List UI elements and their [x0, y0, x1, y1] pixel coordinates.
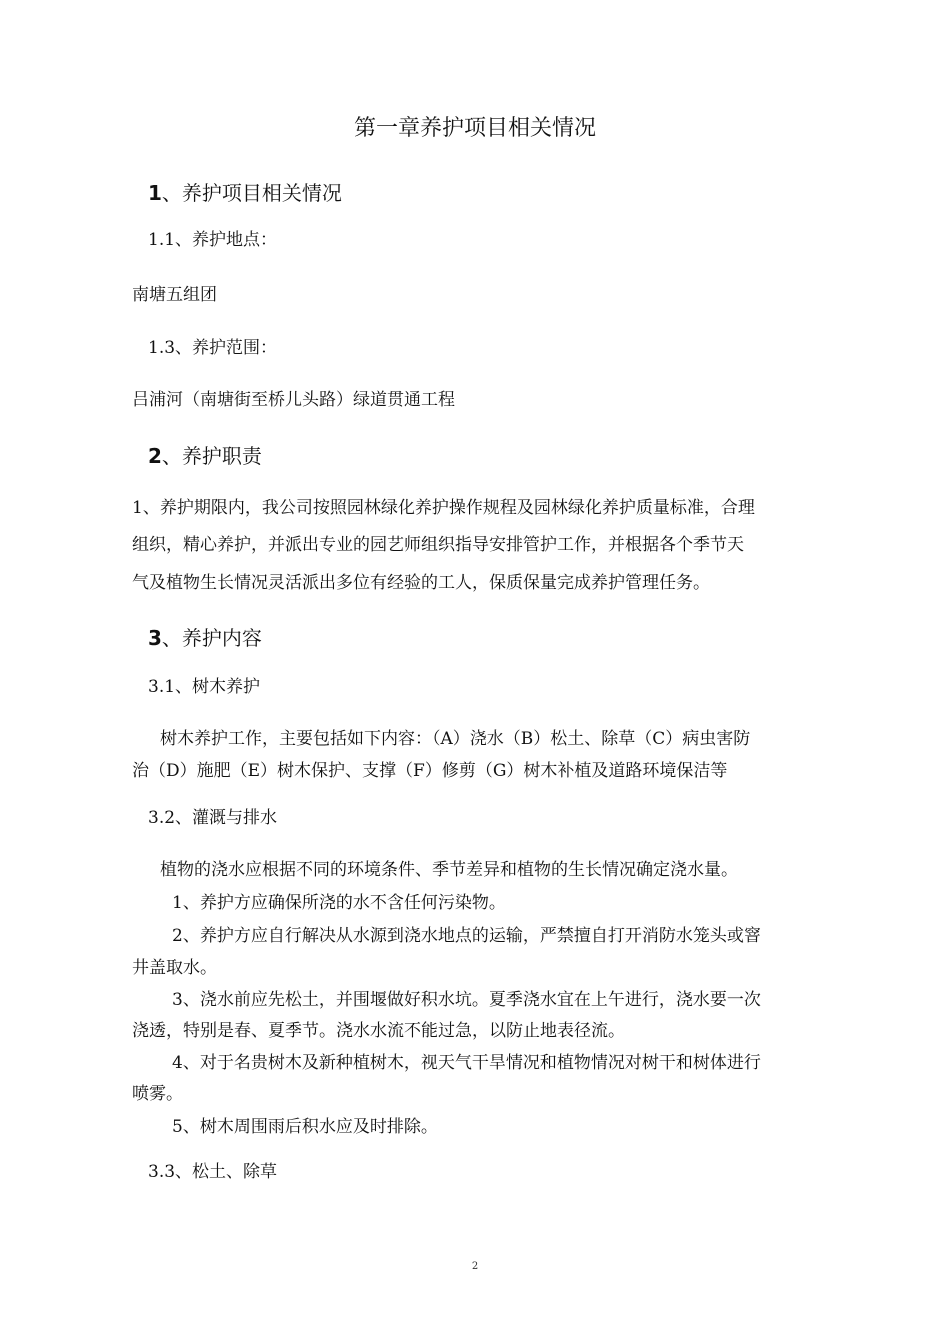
paragraph-line: 治（D）施肥（E）树木保护、支撑（F）修剪（G）树木补植及道路环境保洁等 [132, 761, 728, 781]
page-number: 2 [471, 1261, 479, 1272]
section-1-heading: 1、养护项目相关情况 [148, 181, 342, 205]
list-item: 1、养护方应确保所浇的水不含任何污染物。 [172, 893, 506, 913]
list-item: 4、对于名贵树木及新种植树木，视天气干旱情况和植物情况对树干和树体进行 [172, 1053, 761, 1073]
subsection-1-3-label: 1.3、养护范围： [148, 338, 278, 358]
maintenance-location: 南塘五组团 [132, 285, 217, 305]
page-title: 第一章养护项目相关情况 [353, 116, 596, 141]
section-2-heading: 2、养护职责 [148, 444, 262, 468]
list-item-continuation: 浇透，特别是春、夏季节。浇水水流不能过急，以防止地表径流。 [132, 1021, 625, 1041]
subsection-3-3-label: 3.3、松土、除草 [148, 1162, 278, 1182]
list-item-continuation: 井盖取水。 [132, 958, 217, 978]
paragraph-line: 气及植物生长情况灵活派出多位有经验的工人，保质保量完成养护管理任务。 [132, 573, 710, 593]
subsection-3-2-label: 3.2、灌溉与排水 [148, 808, 278, 828]
paragraph-line: 组织，精心养护，并派出专业的园艺师组织指导安排管护工作，并根据各个季节天 [132, 535, 744, 555]
maintenance-scope: 吕浦河（南塘街至桥儿头路）绿道贯通工程 [132, 390, 455, 410]
subsection-1-1-label: 1.1、养护地点： [148, 230, 278, 250]
paragraph-line: 1、养护期限内，我公司按照园林绿化养护操作规程及园林绿化养护质量标准，合理 [132, 498, 755, 518]
list-item: 3、浇水前应先松土，并围堰做好积水坑。夏季浇水宜在上午进行，浇水要一次 [172, 990, 761, 1010]
section-3-heading: 3、养护内容 [148, 626, 262, 650]
paragraph-line: 树木养护工作，主要包括如下内容：（A）浇水（B）松土、除草（C）病虫害防 [160, 729, 751, 749]
subsection-3-1-label: 3.1、树木养护 [148, 677, 261, 697]
list-item: 2、养护方应自行解决从水源到浇水地点的运输，严禁擅自打开消防水笼头或窨 [172, 926, 761, 946]
list-item: 5、树木周围雨后积水应及时排除。 [172, 1117, 438, 1137]
list-item-continuation: 喷雾。 [132, 1084, 183, 1104]
paragraph-line: 植物的浇水应根据不同的环境条件、季节差异和植物的生长情况确定浇水量。 [160, 860, 738, 880]
